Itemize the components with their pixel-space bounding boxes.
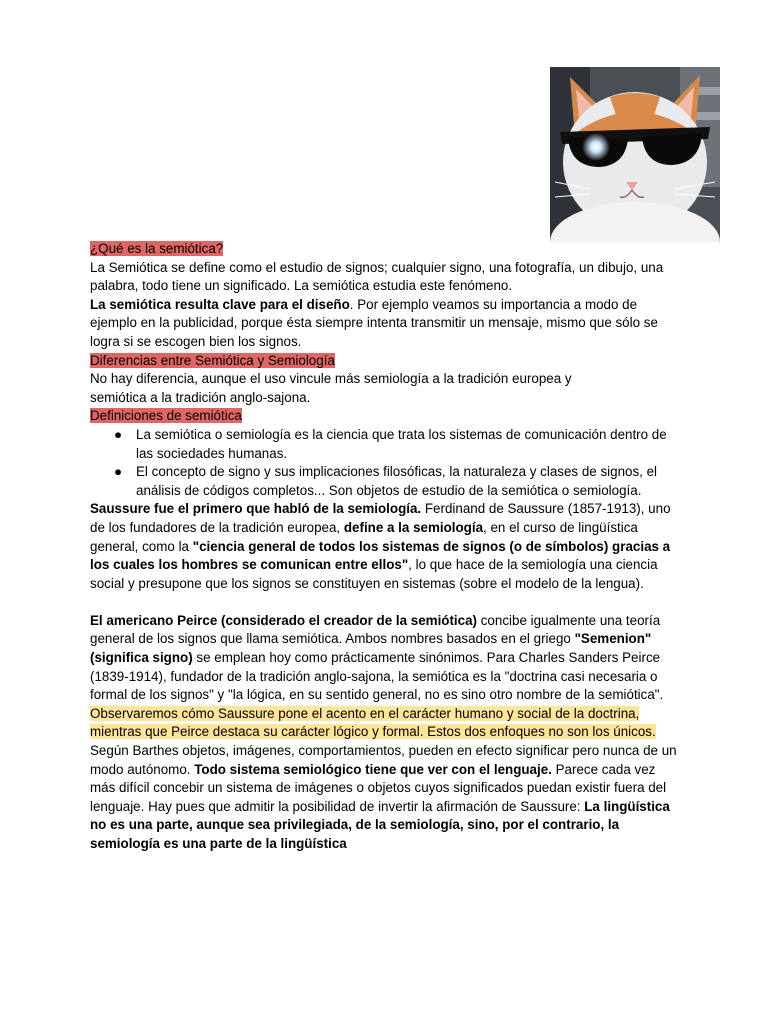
- highlight-peirce: Observaremos cómo Saussure pone el acento en el carácter humano y social de la doctrina, mientras que Peirce destaca su carácter lógico y formal. Estos dos enfoques no son los únicos.: [90, 705, 656, 740]
- bold-barthes-2: La lingüística no es una parte, aunque sea privilegiada, de la semiología, sino, por el contrario, la semiología es una parte de la lingüística: [90, 798, 670, 851]
- paragraph-definicion: La Semiótica se define como el estudio de signos; cualquier signo, una fotografía, un dibujo, una palabra, todo tiene un significado. La semiótica estudia este fenómeno.: [90, 259, 664, 294]
- heading-definiciones-text: Definiciones de semiótica: [90, 408, 242, 424]
- list-item: [90, 426, 680, 463]
- bold-peirce-1: El americano Peirce (considerado el creador de la semiótica): [90, 612, 478, 628]
- heading-diferencias-text: Diferencias entre Semiótica y Semiología: [90, 352, 335, 368]
- text-barthes-1: Según Barthes objetos, imágenes, comportamientos, pueden en efecto significar pero nunca de un modo autónomo.: [90, 743, 677, 777]
- text-saussure-2: , en el curso de lingüística general, como la: [90, 519, 638, 554]
- heading-diferencias: [90, 352, 680, 371]
- text-saussure-3: , lo que hace de la semiología una ciencia social y presupone que los signos se constituyen en sistemas (sobre el modelo de la lengua).: [90, 557, 658, 591]
- bullet-icon: ●: [114, 464, 123, 480]
- bold-peirce-2: "Semenion" (significa signo): [90, 631, 652, 666]
- paragraph-peirce: [90, 612, 680, 742]
- text-peirce-2: se emplean hoy como prácticamente sinónimos. Para Charles Sanders Peirce (1839-1914), fundador de la tradición anglo-sajona, la semiótica es la "doctrina casi necesaria o formal de los signos" y "la lógica, en su sentido general, no es sino otro nombre de la semiótica".: [90, 650, 664, 703]
- text-peirce-1: concibe igualmente una teoría general de los signos que llama semiótica. Ambos nombres basados en el griego: [90, 612, 661, 647]
- list-item: [90, 463, 680, 500]
- paragraph-diseno: [90, 296, 680, 352]
- list-item-text: La semiótica o semiología es la ciencia que trata los sistemas de comunicación dentro de las sociedades humanas.: [136, 426, 667, 461]
- text-saussure-1: Ferdinand de Saussure (1857-1913), uno de los fundadores de la tradición europea,: [90, 501, 671, 535]
- bold-diseno: La semiótica resulta clave para el diseño: [90, 296, 350, 312]
- bold-saussure-2: define a la semiología: [343, 519, 484, 535]
- paragraph-spacer: [90, 593, 680, 612]
- paragraph-diferencias-2: semiótica a la tradición anglo-sajona.: [90, 389, 311, 405]
- cat-with-sunglasses-photo: [550, 67, 720, 242]
- text-diseno: . Por ejemplo veamos su importancia a modo de ejemplo en la publicidad, porque ésta siempre intenta transmitir un mensaje, mismo que sólo se logra si se escogen bien los signos.: [90, 296, 658, 349]
- list-item-text: El concepto de signo y sus implicaciones filosóficas, la naturaleza y clases de signos, el análisis de códigos completos... Son objetos de estudio de la semiótica o semiología.: [136, 464, 658, 498]
- heading-definiciones: [90, 407, 680, 426]
- paragraph-saussure: [90, 500, 680, 593]
- bold-saussure-1: Saussure fue el primero que habló de la semiología.: [90, 501, 422, 517]
- bold-saussure-3: "ciencia general de todos los sistemas de signos (o de símbolos) gracias a los cuales los hombres se comunican entre ellos": [90, 538, 671, 573]
- text-barthes-2: Parece cada vez más difícil concebir un sistema de imágenes o objetos cuyos significados puedan existir fuera del lenguaje. Hay pues que admitir la posibilidad de invertir la afirmación de Saussure:: [90, 761, 667, 814]
- bullet-icon: ●: [114, 426, 123, 442]
- definitions-list: [90, 426, 680, 500]
- heading-que-es-text: ¿Qué es la semiótica?: [90, 241, 224, 256]
- paragraph-barthes: [90, 742, 680, 854]
- heading-que-es: [90, 240, 680, 259]
- document-body: [90, 240, 680, 854]
- paragraph-diferencias-1: No hay diferencia, aunque el uso vincule más semiología a la tradición europea y: [90, 371, 572, 387]
- bold-barthes-1: Todo sistema semiológico tiene que ver con el lenguaje.: [194, 761, 552, 777]
